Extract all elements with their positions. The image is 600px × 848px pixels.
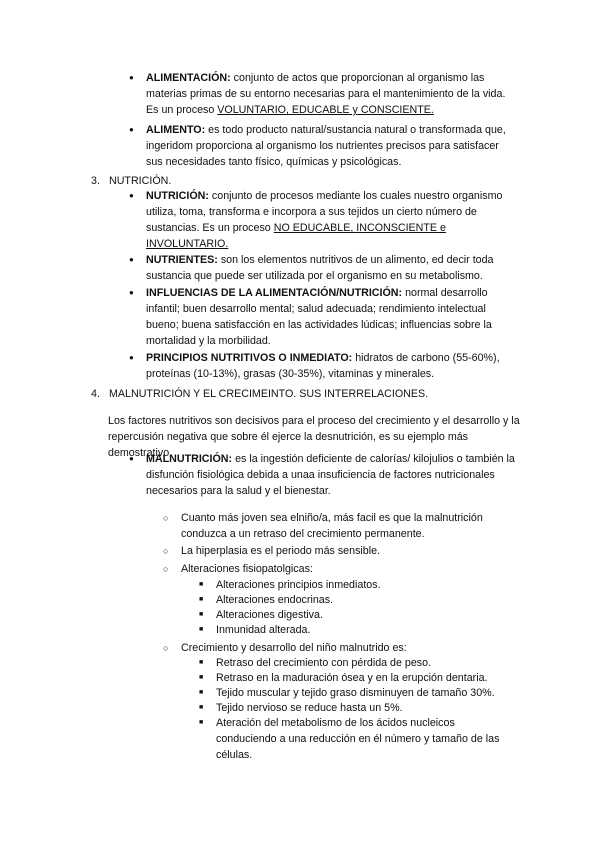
list-item: ■ Retraso en la maduración ósea y en la erupción dentaria. — [216, 670, 516, 686]
bullet-alimentacion: ● ALIMENTACIÓN: conjunto de actos que proporcionan al organismo las materias primas de su entorno necesarias para el mantenimiento de la vida. Es un proceso VOLUNTARIO, EDUCABLE y CONSCIENTE. — [146, 70, 514, 118]
list-item: ■ Tejido muscular y tejido graso disminuyen de tamaño 30%. — [216, 685, 516, 701]
sub-crecimiento: ○ Crecimiento y desarrollo del niño malnutrido es: — [181, 640, 511, 656]
document-page: ● ALIMENTACIÓN: conjunto de actos que proporcionan al organismo las materias primas de su entorno necesarias para el mantenimiento de la vida. Es un proceso VOLUNTARIO, EDUCABLE y CONSCIENTE. ● ALIMENTO: es todo producto natural/sustancia natural o transformada que, ingeridom proporciona al organismo los nutrientes precisos para satisfacer sus necesidades tanto físico, químicas y psicológicas. 3. NUTRICIÓN. ● NUTRICIÓN: conjunto de procesos mediante los cuales nuestro organismo utiliza, toma, transforma e incorpora a sus tejidos un cierto número de sustancias. Es un proceso NO EDUCABLE, INCONSCIENTE e INVOLUNTARIO. ● NUTRIENTES: son los elementos nutritivos de un alimento, ed decir toda sustancia que puede ser utilizada por el organismo en su metabolismo. ● INFLUENCIAS DE LA ALIMENTACIÓN/NUTRICIÓN: normal desarrollo infantil; buen desarrollo mental; salud adecuada; rendimiento intelectual bueno; buena satisfacción en las actividades lúdicas; influencias sobre la mortalidad y la morbilidad. ● PRINCIPIOS NUTRITIVOS O INMEDIATO: hidratos de carbono (55-60%), proteínas (10-13%), grasas (30-35%), vitaminas y minerales. 4. MALNUTRICIÓN Y EL CRECIMEINTO. SUS INTERRELACIONES. Los factores nutritivos son decisivos para el proceso del crecimiento y el desarrollo y la repercusión negativa que sobre él ejerce la desnutrición, es su ejemplo más demostrativo. ● MALNUTRICIÓN: es la ingestión deficiente de calorías/ kilojulios o también la disfunción fisiológica debida a unaa insuficiencia de factores nutricionales necesarios para la salud y el bienestar. ○ Cuanto más joven sea elniño/a, más facil es que la malnutrición conduzca a un retraso del crecimiento permanente. ○ La hiperplasia es el periodo más sensible. ○ Alteraciones fisiopatolgicas: ■ Alteraciones principios inmediatos. ■ Alteraciones endocrinas. ■ Alteraciones digestiva. ■ Inmunidad alterada. ○ Crecimiento y desarrollo del niño malnutrido es: ■ Retraso del crecimiento con pérdida de peso. ■ Retraso en la maduración ósea y en la erupción dentaria. ■ Tejido muscular y tejido graso disminuyen de tamaño 30%. ■ Tejido nervioso se reduce hasta un 5%. ■ Ateración del metabolismo de los ácidos nucleicos conduciendo a una reducción en él número y tamaño de las células. — [0, 0, 600, 848]
sub-alteraciones: ○ Alteraciones fisiopatolgicas: — [181, 561, 511, 577]
list-item: ■ Ateración del metabolismo de los ácidos nucleicos conduciendo a una reducción en él número y tamaño de las células. — [216, 715, 512, 763]
list-item: ■ Alteraciones endocrinas. — [216, 592, 516, 608]
list-item: ■ Alteraciones digestiva. — [216, 607, 516, 623]
list-item: ■ Retraso del crecimiento con pérdida de peso. — [216, 655, 516, 671]
bullet-nutrientes: ● NUTRIENTES: son los elementos nutritivos de un alimento, ed decir toda sustancia que puede ser utilizada por el organismo en su metabolismo. — [146, 252, 514, 284]
list-item: ■ Inmunidad alterada. — [216, 622, 516, 638]
bullet-nutricion: ● NUTRICIÓN: conjunto de procesos mediante los cuales nuestro organismo utiliza, toma, transforma e incorpora a sus tejidos un cierto número de sustancias. Es un proceso NO EDUCABLE, INCONSCIENTE e INVOLUNTARIO. — [146, 188, 514, 252]
sub-edad: ○ Cuanto más joven sea elniño/a, más facil es que la malnutrición conduzca a un retraso del crecimiento permanente. — [181, 510, 511, 542]
bullet-influencias: ● INFLUENCIAS DE LA ALIMENTACIÓN/NUTRICIÓN: normal desarrollo infantil; buen desarrollo mental; salud adecuada; rendimiento intelectual bueno; buena satisfacción en las actividades lúdicas; influencias sobre la mortalidad y la morbilidad. — [146, 285, 514, 349]
sub-hiperplasia: ○ La hiperplasia es el periodo más sensible. — [181, 543, 511, 559]
bullet-alimento: ● ALIMENTO: es todo producto natural/sustancia natural o transformada que, ingeridom proporciona al organismo los nutrientes precisos para satisfacer sus necesidades tanto físico, químicas y psicológicas. — [146, 122, 514, 170]
list-item: ■ Alteraciones principios inmediatos. — [216, 577, 516, 593]
bullet-principios: ● PRINCIPIOS NUTRITIVOS O INMEDIATO: hidratos de carbono (55-60%), proteínas (10-13%), grasas (30-35%), vitaminas y minerales. — [146, 350, 514, 382]
section-4-intro: Los factores nutritivos son decisivos para el proceso del crecimiento y el desarrollo y la repercusión negativa que sobre él ejerce la desnutrición, es su ejemplo más demostrativo. — [108, 414, 520, 459]
list-item: ■ Tejido nervioso se reduce hasta un 5%. — [216, 700, 516, 716]
bullet-malnutricion: ● MALNUTRICIÓN: es la ingestión deficiente de calorías/ kilojulios o también la disfunción fisiológica debida a unaa insuficiencia de factores nutricionales necesarios para la salud y el bienestar. — [146, 451, 518, 499]
